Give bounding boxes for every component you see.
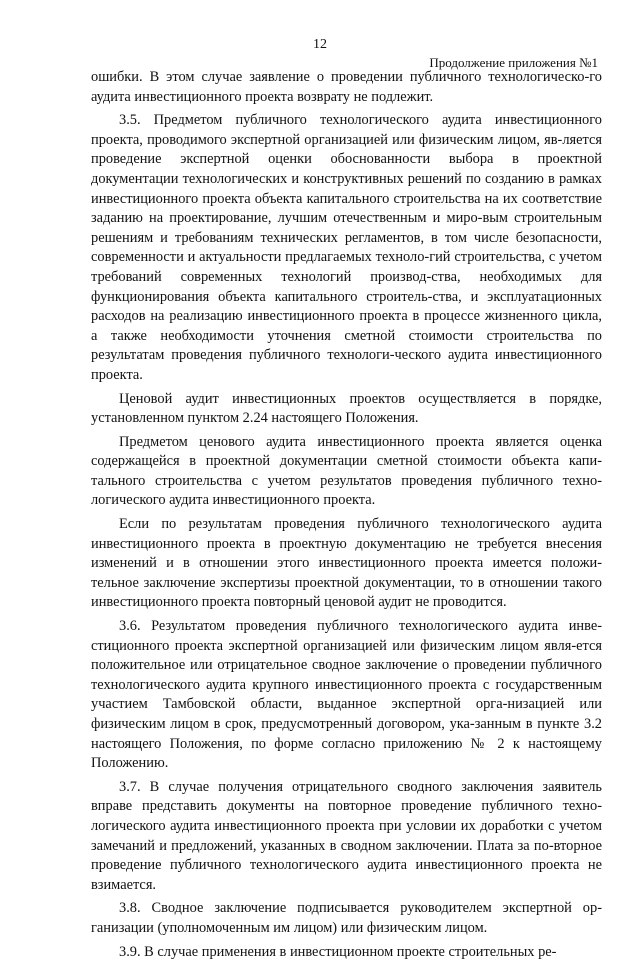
paragraph-price-audit: Ценовой аудит инвестиционных проектов осуществляется в порядке, установленном пунктом 2.24 настоящего Положения. — [91, 390, 602, 427]
paragraph-repeat-audit: Если по результатам проведения публичного технологического аудита инвестиционного проекта в проектную документацию не требуется внесения изменений и в отношении этого инвестиционного проекта имеется положи-тельное заключение экспертизы проектной документации, то в отношении такого инвестиционного проекта повторный ценовой аудит не проводится. — [91, 516, 602, 611]
paragraph-3-9: 3.9. В случае применения в инвестиционном проекте строительных ре- — [119, 943, 557, 960]
body-text — [91, 68, 602, 966]
page-number: 12 — [313, 37, 327, 52]
paragraph-3-6: 3.6. Результатом проведения публичного технологического аудита инве-стиционного проекта экспертной организацией или физическим лицом явля-ется положительное или отрицательное сводное заключение о проведении публичного технологического аудита крупного инвестиционного проекта с государственным участием Тамбовской области, выданное экспертной орга-низацией или физическим лицом в срок, предусмотренный договором, ука-занным в пункте 3.2 настоящего Положения, по форме согласно приложению № 2 к настоящему Положению. — [91, 618, 602, 772]
paragraph-3-7: 3.7. В случае получения отрицательного сводного заключения заявитель вправе представить документы на повторное проведение публичного техно-логического аудита инвестиционного проекта при условии их доработки с учетом замечаний и предложений, указанных в сводном заключении. Плата за по-вторное проведение публичного технологического аудита инвестиционного проекта не взимается. — [91, 778, 602, 893]
paragraph-continuation: ошибки. В этом случае заявление о проведении публичного технологическо-го аудита инвестиционного проекта возврату не подлежит. — [91, 69, 602, 105]
paragraph-price-audit-subject: Предметом ценового аудита инвестиционного проекта является оценка содержащейся в проектной документации сметной стоимости объекта капи-тального строительства с учетом результатов проведения публичного техно-логического аудита инвестиционного проекта. — [91, 433, 602, 509]
appendix-continuation-note: Продолжение приложения №1 — [429, 55, 598, 70]
paragraph-3-5: 3.5. Предметом публичного технологического аудита инвестиционного проекта, проводимого экспертной организацией или физическим лицом, яв-ляется проведение экспертной оценки обоснованности выбора в проектной документации технологических и конструктивных решений по созданию в рамках инвестиционного проекта объекта капитального строительства на их соответствие заданию на проектирование, лучшим отечественным и миро-вым строительным решениям и требованиям технических регламентов, в том числе безопасности, современности и актуальности предлагаемых техноло-гий строительства, с учетом требований современных технологий производ-ства, необходимых для функционирования объекта капитального строитель-ства, и эксплуатационных расходов на реализацию инвестиционного проекта в процессе жизненного цикла, а также необходимости уточнения сметной стоимости строительства по результатам проведения публичного технологи-ческого аудита инвестиционного проекта. — [91, 112, 602, 383]
paragraph-3-8: 3.8. Сводное заключение подписывается руководителем экспертной ор-ганизации (уполномоченным им лицом) или физическим лицом. — [91, 900, 602, 936]
